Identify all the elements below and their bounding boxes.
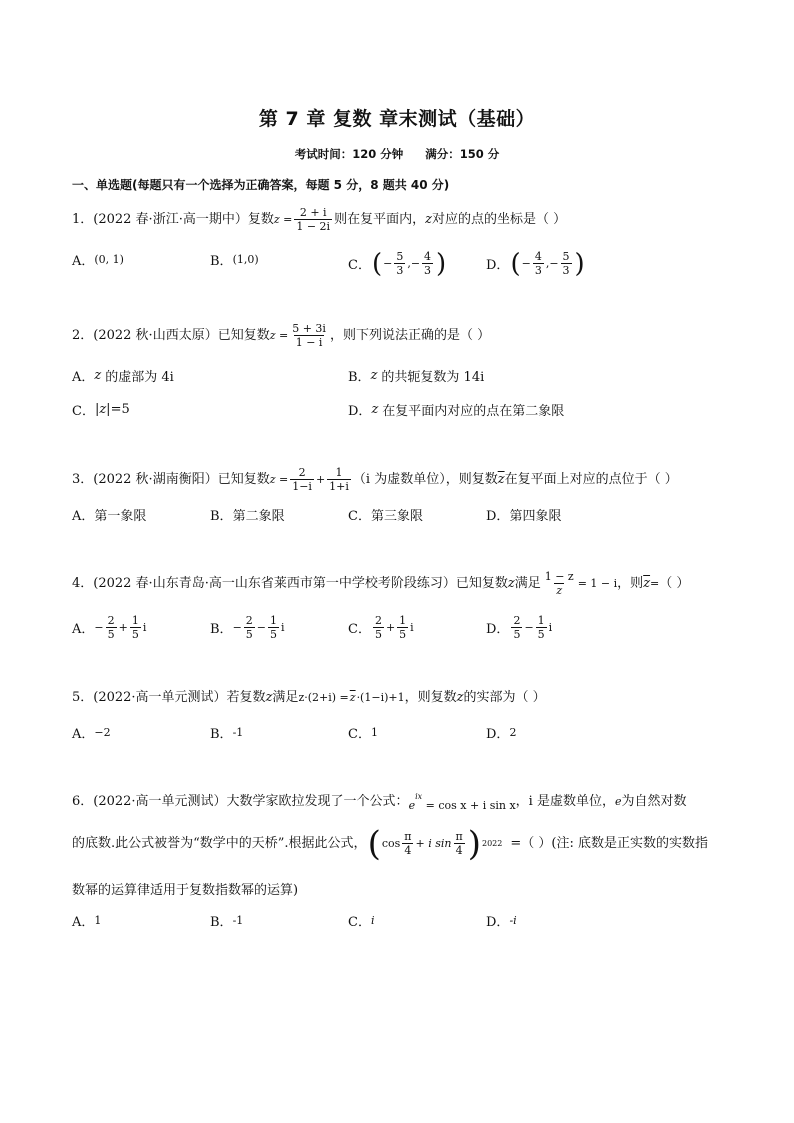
q3-prefix: 3．(2022 秋·湖南衡阳）已知复数 [72, 471, 270, 487]
q5-suffix2: 的实部为（ ） [463, 690, 546, 705]
full-score: 满分：150 分 [425, 147, 500, 161]
q6-fraction-1: $\frac{\pi}{4}$ [404, 830, 412, 857]
q1-z: z [425, 211, 432, 227]
q6-option-b[interactable]: B． -1 [210, 914, 244, 930]
q2-suffix: ，则下列说法正确的是（ ） [329, 327, 491, 343]
q2-options-row1 [72, 366, 732, 390]
q5-z2: z [456, 690, 464, 705]
q1-option-b[interactable]: B． (1,0) [210, 253, 259, 269]
q4-zbar: $\overline{z}$ [643, 575, 651, 591]
q6-option-d[interactable]: D． -i [486, 914, 517, 930]
q5-expr2: ·(1−i)+1 [356, 691, 405, 704]
q2-option-c[interactable]: C． |z| =5 [72, 402, 130, 419]
q6-option-a[interactable]: A． 1 [72, 914, 102, 930]
q4-option-d[interactable]: D． $\frac{2}{5}$ − $\frac{1}{5}$ i [486, 614, 553, 641]
q1-prefix: 1．(2022 春·浙江·高一期中）复数 [72, 211, 274, 227]
q1-option-a[interactable]: A． (0, 1) [72, 253, 124, 269]
question-5 [72, 688, 732, 708]
section-heading: 一、单选题(每题只有一个选择为正确答案，每题 5 分，8 题共 40 分) [72, 178, 450, 192]
q6-fraction-2: $\frac{\pi}{4}$ [455, 830, 463, 857]
q6-options [72, 911, 732, 935]
page-title: 第 7 章 复数 章末测试（基础） [258, 108, 536, 130]
q4-prefix: 4．(2022 春·山东青岛·高一山东省莱西市第一中学校考阶段练习）已知复数 [72, 575, 508, 591]
q1-z-eq: z = [273, 212, 293, 226]
q4-fraction: $\frac{1 - z}{z}$ [544, 570, 574, 597]
q3-fraction-2: $\frac{1}{1+i}$ [329, 466, 349, 493]
q4-z: z [507, 575, 515, 591]
q3-option-d[interactable]: D． 第四象限 [486, 509, 562, 524]
q3-option-a[interactable]: A． 第一象限 [72, 509, 147, 524]
q3-options [72, 505, 732, 529]
q5-zbar: $\overline{z}$ [349, 691, 356, 704]
question-2 [72, 322, 732, 349]
q1-option-d[interactable]: D． ( − $\frac{4}{3}$ , − $\frac{5}{3}$ ) [486, 248, 585, 279]
q2-prefix: 2．(2022 秋·山西太原）已知复数 [72, 327, 270, 343]
q4-suffix: ，则 [617, 575, 644, 591]
q6-euler-formula: $e^{ix} = \cos x + i$ sin x [408, 792, 516, 812]
q1-options [72, 248, 732, 279]
q3-option-c[interactable]: C． 第三象限 [348, 509, 423, 524]
q5-option-d[interactable]: D． 2 [486, 726, 517, 742]
q2-option-d[interactable]: D． z 在复平面内对应的点在第二象限 [348, 402, 565, 419]
q3-option-b[interactable]: B． 第二象限 [210, 509, 285, 524]
q5-z: z [265, 690, 273, 705]
q1-suffix: 则在复平面内， [334, 211, 426, 227]
question-6-line-3: 数幂的运算律适用于复数指数幂的运算) [72, 883, 299, 898]
q6-option-c[interactable]: C． i [348, 914, 375, 930]
q3-suffix: （i 为虚数单位），则复数 [352, 471, 498, 487]
q4-suffix2: （ ） [659, 575, 690, 591]
q5-prefix: 5．(2022·高一单元测试）若复数 [72, 690, 266, 705]
q4-mid: 满足 [514, 575, 541, 591]
q4-options [72, 614, 732, 641]
q2-option-a[interactable]: A． z 的虚部为 4i [72, 368, 174, 385]
q3-z-eq: z = [269, 472, 289, 486]
q2-option-b[interactable]: B． z 的共轭复数为 14i [348, 368, 485, 385]
q1-suffix2: 对应的点的坐标是（ ） [431, 211, 567, 227]
question-6-line-2: 的底数.此公式被誉为“数学中的天桥”.根据此公式， ( cos $\frac{\pi}{4}$ + i sin $\frac{\pi}{4}$ ) 2022 =（ ）(注: 底数是正实数的实数指 [72, 823, 708, 864]
q1-option-c[interactable]: C． ( − $\frac{5}{3}$ , − $\frac{4}{3}$ ) [348, 248, 447, 279]
q2-fraction: $\frac{5 + 3i}{1 - i}$ [292, 322, 326, 349]
q4-rhs: = 1 − i [577, 576, 618, 590]
q5-option-c[interactable]: C． 1 [348, 726, 378, 742]
q3-plus: + [315, 472, 326, 486]
q1-fraction: $\frac{2 + i}{1 - 2i}$ [296, 206, 331, 233]
q4-option-c[interactable]: C． $\frac{2}{5}$ + $\frac{1}{5}$ i [348, 614, 414, 641]
q5-option-a[interactable]: A． −2 [72, 726, 111, 742]
exam-info [0, 146, 794, 162]
question-3 [72, 466, 732, 493]
q3-fraction-1: $\frac{2}{1-i}$ [292, 466, 312, 493]
q4-option-b[interactable]: B． − $\frac{2}{5}$ − $\frac{1}{5}$ i [210, 614, 285, 641]
q5-options [72, 723, 732, 747]
q2-options-row2 [72, 400, 732, 424]
q5-option-b[interactable]: B． -1 [210, 726, 244, 742]
q2-z-eq: z = [269, 328, 289, 342]
question-1 [72, 206, 732, 233]
q5-suffix: ，则复数 [404, 690, 457, 705]
q4-eq: = [650, 576, 660, 590]
exam-time: 考试时间：120 分钟 [294, 147, 404, 161]
q4-option-a[interactable]: A． − $\frac{2}{5}$ + $\frac{1}{5}$ i [72, 614, 147, 641]
question-6-line-1: 6．(2022·高一单元测试）大数学家欧拉发现了一个公式： $e^{ix} = \cos x + i$ sin x ，i 是虚数单位， e 为自然对数 [72, 787, 732, 816]
q3-suffix2: 在复平面上对应的点位于（ ） [504, 471, 678, 487]
q5-mid: 满足 [272, 690, 299, 705]
question-4 [72, 570, 732, 597]
q3-zbar: $\overline{z}$ [497, 471, 505, 487]
q5-expr: z·(2+i) = [298, 691, 349, 704]
